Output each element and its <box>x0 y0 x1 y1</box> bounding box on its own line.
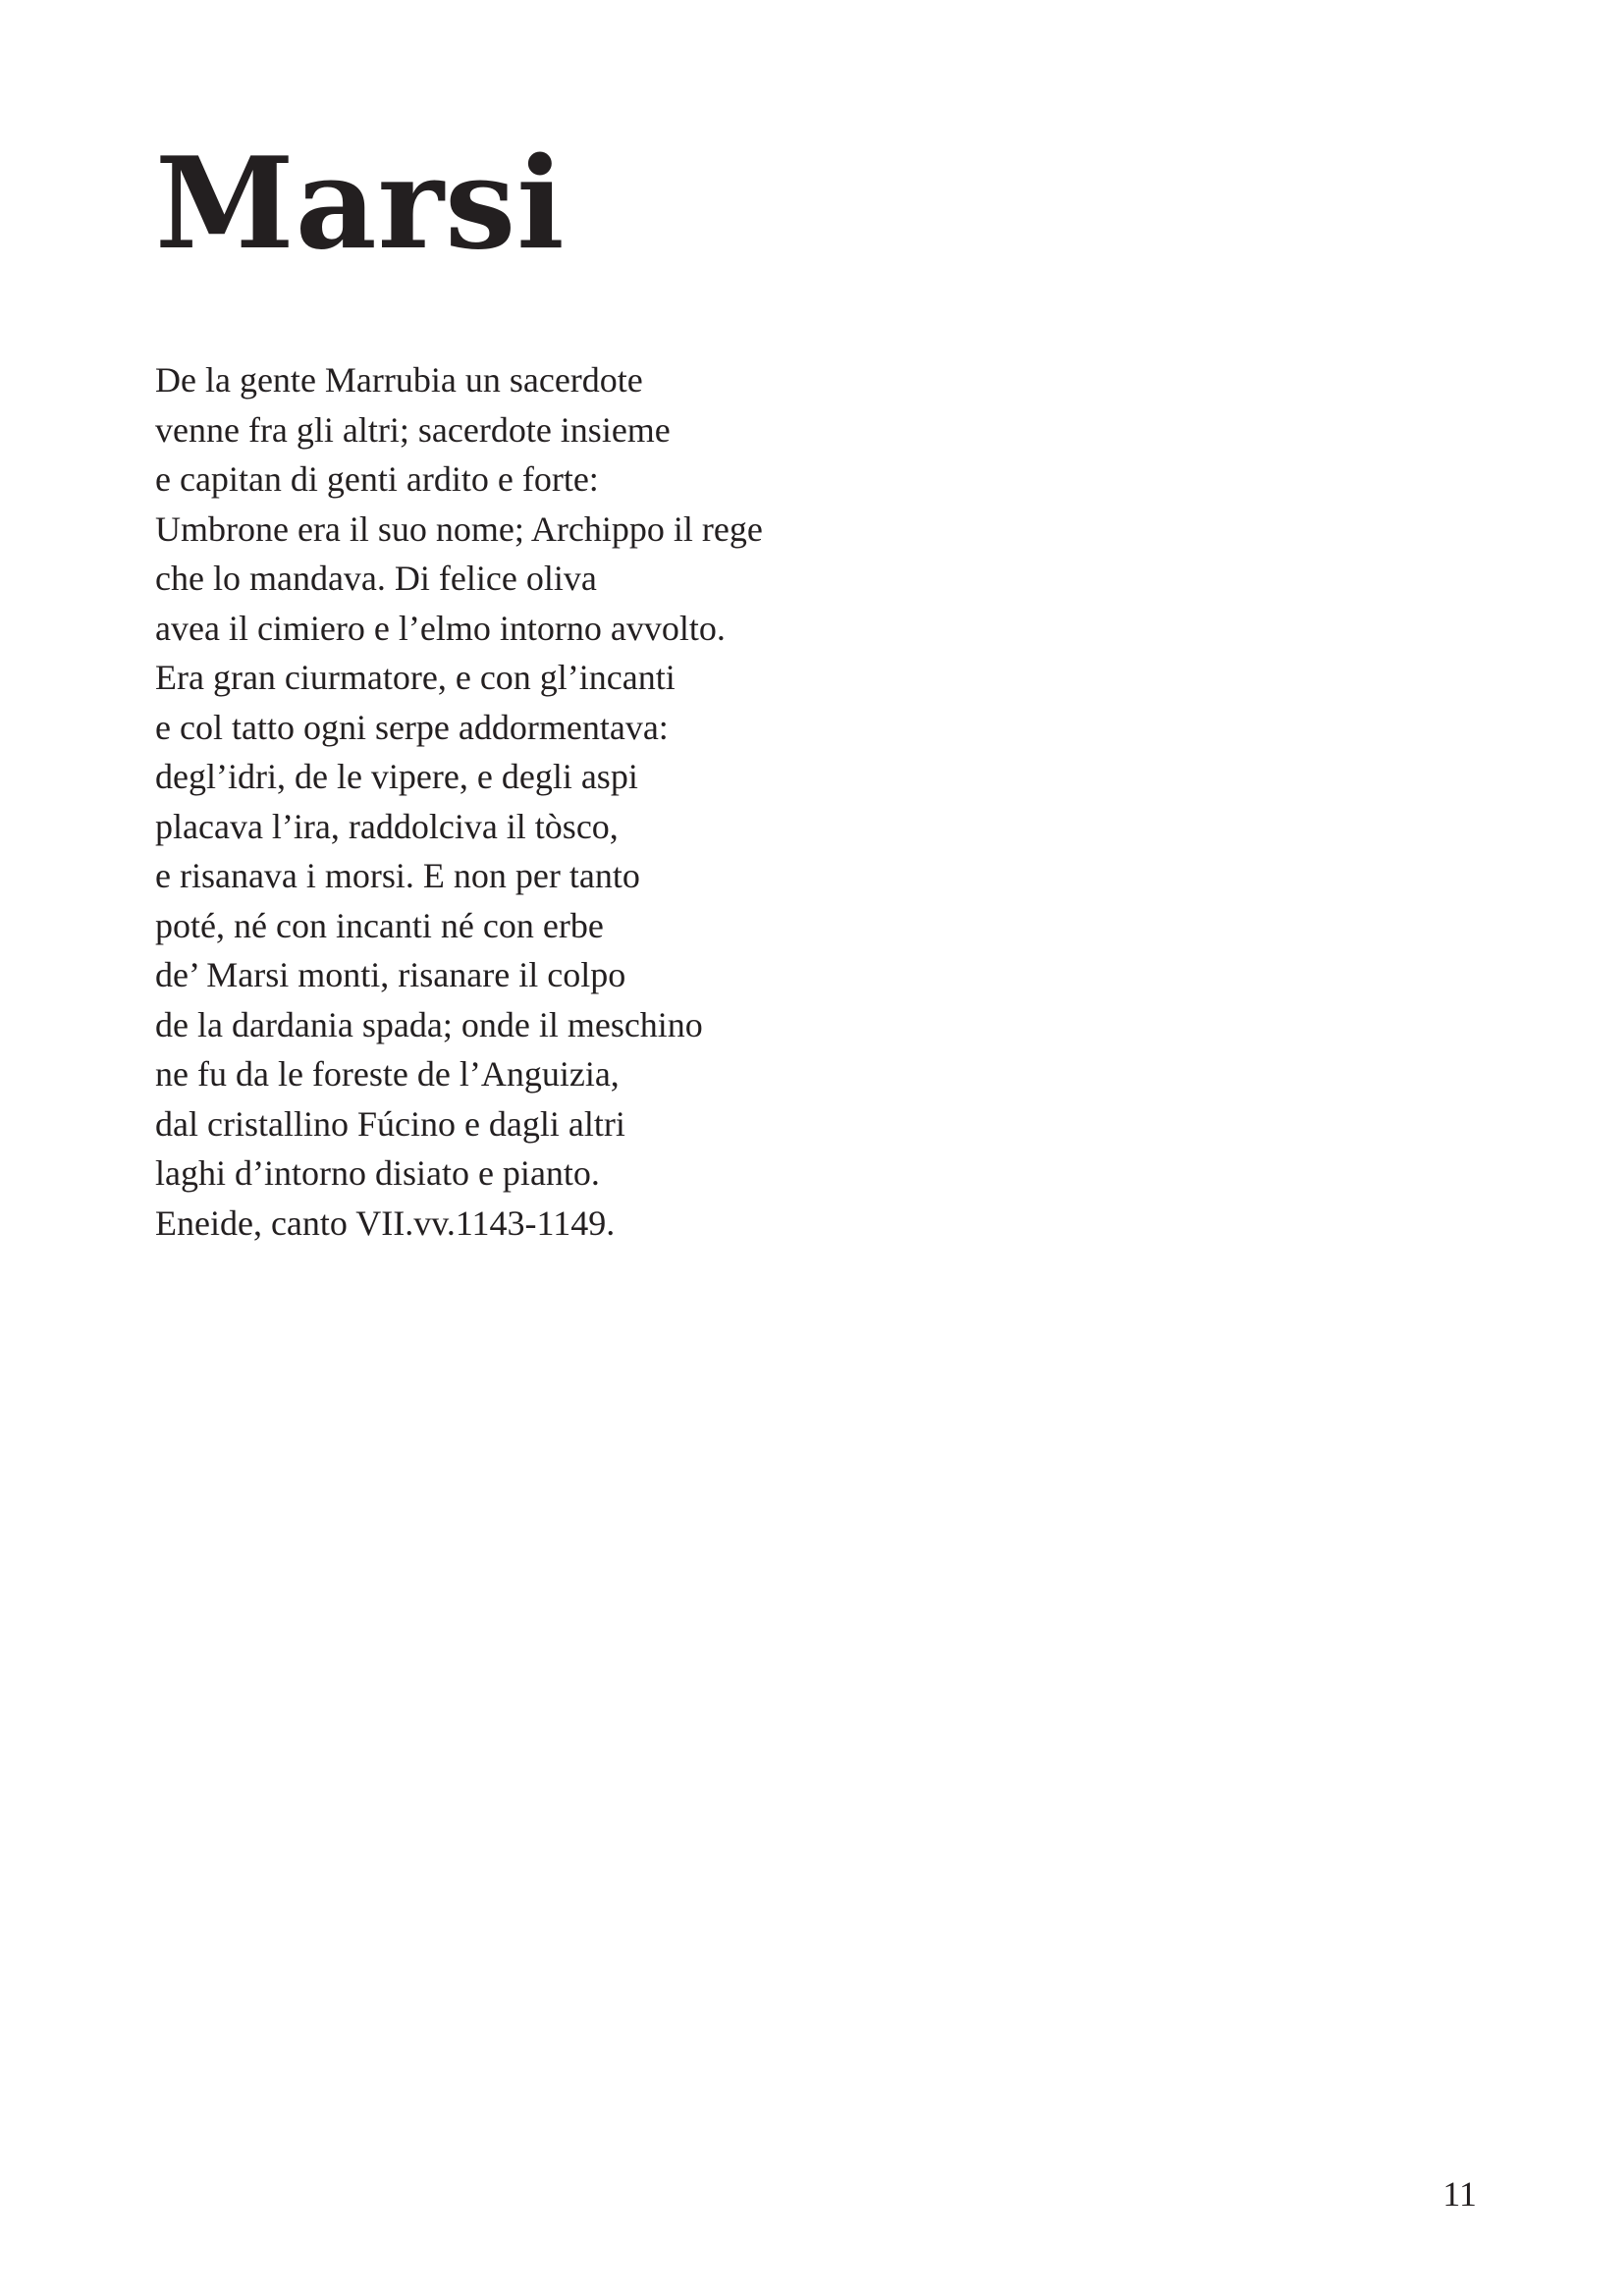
poem-line: de’ Marsi monti, risanare il colpo <box>155 955 626 994</box>
page-number: 11 <box>1442 2174 1477 2214</box>
poem-line: dal cristallino Fúcino e dagli altri <box>155 1103 625 1144</box>
poem-line: placava l’ira, raddolciva il tòsco, <box>155 806 619 846</box>
poem-line: e col tatto ogni serpe addormentava: <box>155 707 669 747</box>
poem-text <box>155 355 763 1248</box>
poem-line: Umbrone era il suo nome; Archippo il rege <box>155 508 763 549</box>
poem-line: ne fu da le foreste de l’Anguizia, <box>155 1054 620 1094</box>
poem-line: de la dardania spada; onde il meschino <box>155 1004 703 1044</box>
poem-line: venne fra gli altri; sacerdote insieme <box>155 409 671 450</box>
page-title: Marsi <box>155 131 566 278</box>
poem-line: De la gente Marrubia un sacerdote <box>155 360 643 400</box>
poem-line: e capitan di genti ardito e forte: <box>155 459 599 499</box>
poem-line: Era gran ciurmatore, e con gl’incanti <box>155 658 676 697</box>
poem-citation: Eneide, canto VII.vv.1143-1149. <box>155 1202 616 1243</box>
poem-line: laghi d’intorno disiato e pianto. <box>155 1153 600 1193</box>
poem-line: e risanava i morsi. E non per tanto <box>155 856 640 895</box>
poem-line: poté, né con incanti né con erbe <box>155 905 604 945</box>
poem-line: degl’idri, de le vipere, e degli aspi <box>155 757 638 796</box>
poem-line: avea il cimiero e l’elmo intorno avvolto. <box>155 608 726 648</box>
poem-line: che lo mandava. Di felice oliva <box>155 559 597 598</box>
